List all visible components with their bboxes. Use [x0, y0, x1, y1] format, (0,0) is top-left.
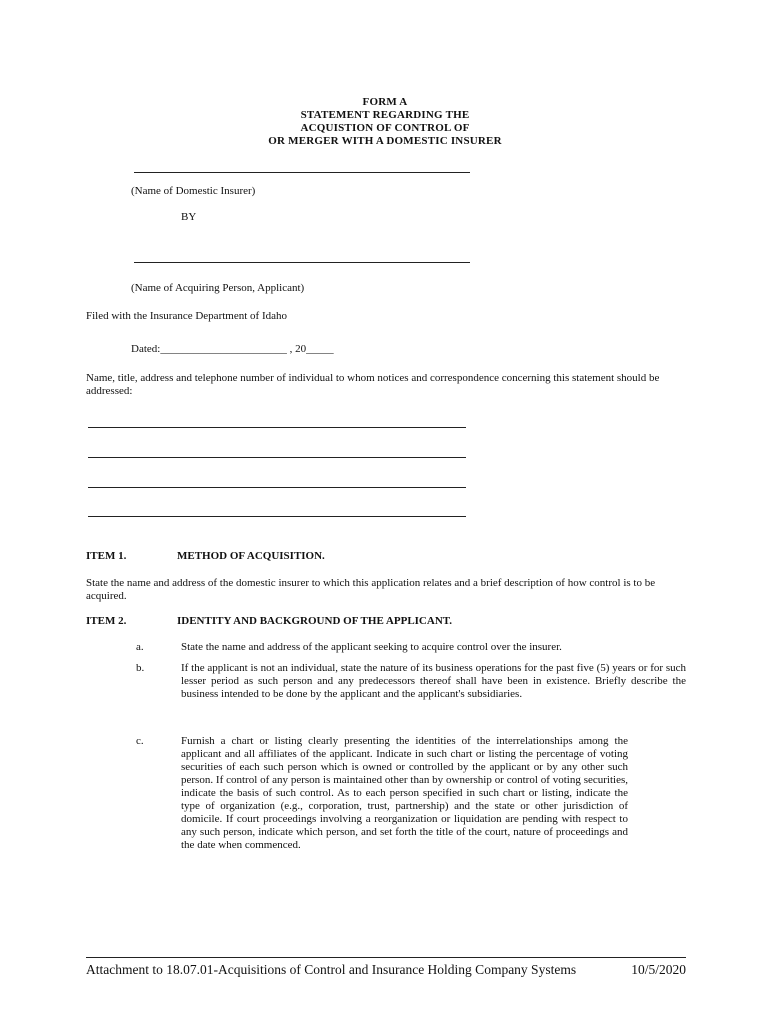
- by-label: BY: [181, 211, 197, 223]
- footer-date: 10/5/2020: [631, 962, 686, 977]
- item-2-c-text: Furnish a chart or listing clearly presenting the identities of the interrelationships among the applicant and all affiliates of the applicant. Indicate in such chart or listing the percentage of voting securities of each such person which is owned or controlled by the applicant or by any other such person. If control of any person is maintained other than by ownership or control of voting securities, indicate the basis of such control. As to each person specified in such chart or listing, indicate the type of organization (e.g., corporation, trust, partnership) and the state or other jurisdiction of domicile. If court proceedings involving a reorganization or liquidation are pending with respect to any such person, indicate which person, and set forth the title of the court, nature of proceedings and the date when commenced.: [181, 735, 628, 851]
- form-subtitle-line-2: ACQUISTION OF CONTROL OF: [300, 122, 470, 134]
- domestic-insurer-label: (Name of Domestic Insurer): [131, 185, 256, 197]
- item-2-b-label: b.: [136, 662, 145, 674]
- contact-line-2[interactable]: [88, 457, 466, 458]
- footer: [86, 962, 686, 978]
- domestic-insurer-line[interactable]: [134, 172, 470, 173]
- item-2-heading: IDENTITY AND BACKGROUND OF THE APPLICANT.: [177, 615, 453, 627]
- form-subtitle-line-3: OR MERGER WITH A DOMESTIC INSURER: [268, 135, 502, 147]
- item-1-number: ITEM 1.: [86, 550, 127, 562]
- form-title: FORM A: [362, 96, 408, 108]
- form-subtitle-line-1: STATEMENT REGARDING THE: [300, 109, 470, 121]
- contact-line-1[interactable]: [88, 427, 466, 428]
- acquiring-person-label: (Name of Acquiring Person, Applicant): [131, 282, 305, 294]
- filed-with-text: Filed with the Insurance Department of Idaho: [86, 310, 287, 322]
- acquiring-person-line[interactable]: [134, 262, 470, 263]
- item-1-text: State the name and address of the domestic insurer to which this application relates and a brief description of how control is to be acquired.: [86, 577, 656, 602]
- contact-line-3[interactable]: [88, 487, 466, 488]
- item-2-b-text: If the applicant is not an individual, state the nature of its business operations for the past five (5) years or for such lesser period as such person and any predecessors thereof shall have been in existence. Briefly describe the business intended to be done by the applicant and the applicant's subsidiaries.: [181, 662, 686, 700]
- dated-field[interactable]: Dated:_______________________ , 20_____: [131, 343, 334, 355]
- footer-attachment-text: Attachment to 18.07.01-Acquisitions of Control and Insurance Holding Company Systems: [86, 962, 577, 977]
- item-2-number: ITEM 2.: [86, 615, 127, 627]
- item-2-a-label: a.: [136, 641, 144, 653]
- item-1-heading: METHOD OF ACQUISITION.: [177, 550, 325, 562]
- contact-line-4[interactable]: [88, 516, 466, 517]
- footer-divider: [86, 957, 686, 958]
- item-2-c-label: c.: [136, 735, 144, 747]
- contact-instructions: Name, title, address and telephone number of individual to whom notices and correspondence concerning this statement should be addressed:: [86, 372, 660, 397]
- item-2-a-text: State the name and address of the applicant seeking to acquire control over the insurer.: [181, 641, 562, 653]
